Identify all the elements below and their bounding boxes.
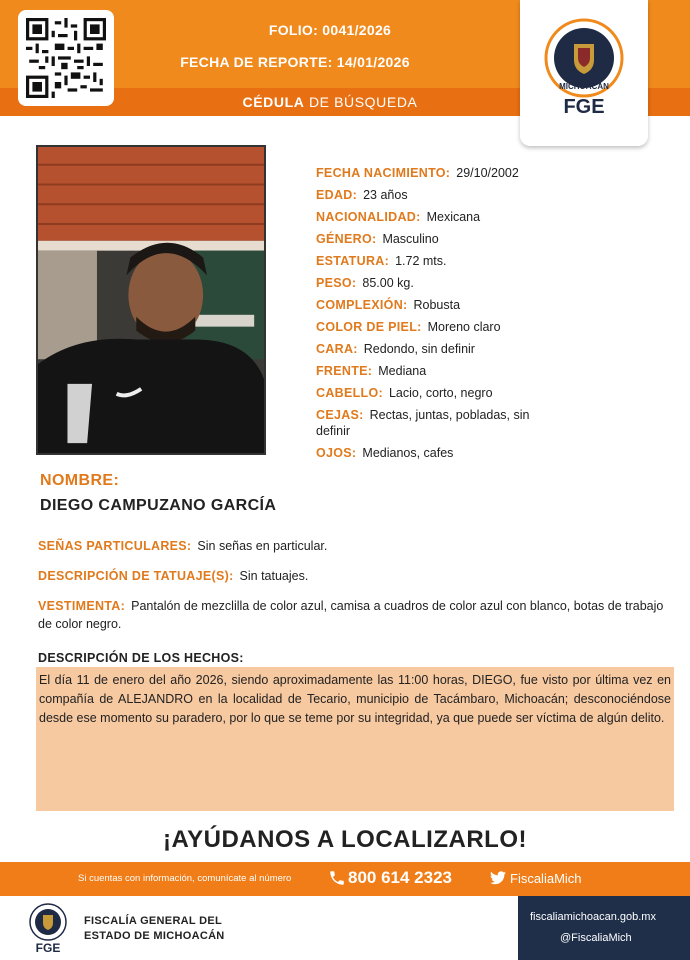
events-description: El día 11 de enero del año 2026, siendo aproximadamente las 11:00 horas, DIEGO, fue visto por última vez en compañía de ALEJANDRO en la localidad de Tecario, municipio de Tacámbaro, Michoacán; desconociéndose desde ese momento su paradero, por lo que se teme por su integridad, ya que puede ser víctima de algún delito. — [36, 667, 674, 811]
field-value: Sin señas en particular. — [197, 539, 328, 553]
detail-weight — [316, 272, 566, 294]
detail-value: Mexicana — [426, 210, 481, 224]
field-label: VESTIMENTA: — [38, 599, 126, 613]
detail-label: CARA: — [316, 342, 358, 356]
detail-label: ESTATURA: — [316, 254, 390, 268]
detail-label: PESO: — [316, 276, 357, 290]
report-date: FECHA DE REPORTE: 14/01/2026 — [180, 54, 410, 70]
detail-value: Medianos, cafes — [362, 446, 454, 460]
phone-icon — [328, 869, 346, 887]
detail-label: CEJAS: — [316, 408, 364, 422]
logo-michoacan-text: MICHOACÁN — [559, 82, 609, 91]
events-label: DESCRIPCIÓN DE LOS HECHOS: — [38, 651, 244, 665]
detail-value: Mediana — [378, 364, 427, 378]
twitter-icon — [490, 871, 506, 885]
detail-value: 23 años — [363, 188, 408, 202]
detail-value: Moreno claro — [427, 320, 501, 334]
field-label: DESCRIPCIÓN DE TATUAJE(S): — [38, 569, 234, 583]
detail-value: Masculino — [382, 232, 439, 246]
field-label: SEÑAS PARTICULARES: — [38, 539, 192, 553]
field-value: Sin tatuajes. — [239, 569, 309, 583]
detail-birthdate — [316, 162, 566, 184]
footer-org-name — [84, 914, 225, 944]
detail-value: Redondo, sin definir — [363, 342, 475, 356]
name-label: NOMBRE: — [40, 472, 120, 489]
detail-label: GÉNERO: — [316, 232, 377, 246]
footer-website-link[interactable]: fiscaliamichoacan.gob.mx — [530, 911, 656, 923]
detail-hair — [316, 382, 566, 404]
detail-face — [316, 338, 566, 360]
contact-phone-number[interactable]: 800 614 2323 — [348, 868, 452, 887]
detail-label: COLOR DE PIEL: — [316, 320, 422, 334]
contact-instructions: Si cuentas con información, comunícate al número — [78, 873, 292, 884]
tattoo-description — [38, 567, 668, 585]
footer-org-section — [0, 896, 518, 960]
detail-label: OJOS: — [316, 446, 357, 460]
logo-fge-text: FGE — [563, 96, 605, 118]
detail-nationality — [316, 206, 566, 228]
person-name: DIEGO CAMPUZANO GARCÍA — [40, 497, 277, 514]
detail-value: 1.72 mts. — [395, 254, 447, 268]
footer-org-line1: FISCALÍA GENERAL DEL — [84, 915, 223, 927]
call-to-action-heading: ¡AYÚDANOS A LOCALIZARLO! — [163, 826, 527, 853]
detail-height — [316, 250, 566, 272]
fge-logo-card — [520, 0, 648, 146]
detail-eyes — [316, 442, 566, 464]
clothing-description — [38, 597, 668, 633]
detail-build — [316, 294, 566, 316]
detail-value: Lacio, corto, negro — [388, 386, 493, 400]
footer-social-handle[interactable]: @FiscaliaMich — [560, 932, 632, 944]
folio-number: FOLIO: 0041/2026 — [268, 22, 392, 38]
detail-label: EDAD: — [316, 188, 358, 202]
person-photo-image — [38, 147, 264, 453]
detail-value: 29/10/2002 — [456, 166, 519, 180]
detail-label: FECHA NACIMIENTO: — [316, 166, 451, 180]
detail-label: CABELLO: — [316, 386, 383, 400]
detail-value: Robusta — [413, 298, 461, 312]
person-details-list — [316, 162, 566, 464]
field-value: Pantalón de mezclilla de color azul, camisa a cuadros de color azul con blanco, botas de trabajo de color negro. — [38, 599, 664, 631]
detail-label: FRENTE: — [316, 364, 373, 378]
detail-value: Rectas, juntas, pobladas, sin definir — [316, 408, 530, 438]
detail-label: NACIONALIDAD: — [316, 210, 421, 224]
detail-eyebrows — [316, 404, 566, 442]
document-type-rest: DE BÚSQUEDA — [304, 94, 418, 110]
document-type-title — [200, 94, 460, 110]
detail-skin-color — [316, 316, 566, 338]
footer-org-line2: ESTADO DE MICHOACÁN — [84, 930, 225, 942]
detail-label: COMPLEXIÓN: — [316, 298, 408, 312]
footer-links-section — [518, 896, 690, 960]
document-type-strong: CÉDULA — [242, 94, 305, 110]
qr-code-icon — [26, 18, 106, 98]
detail-age — [316, 184, 566, 206]
contact-twitter-handle[interactable]: FiscaliaMich — [510, 871, 582, 886]
detail-forehead — [316, 360, 566, 382]
detail-gender — [316, 228, 566, 250]
qr-code[interactable] — [18, 10, 114, 106]
distinguishing-marks — [38, 537, 668, 555]
detail-value: 85.00 kg. — [362, 276, 414, 290]
footer-fge-text: FGE — [35, 941, 61, 955]
missing-person-photo — [36, 145, 266, 455]
